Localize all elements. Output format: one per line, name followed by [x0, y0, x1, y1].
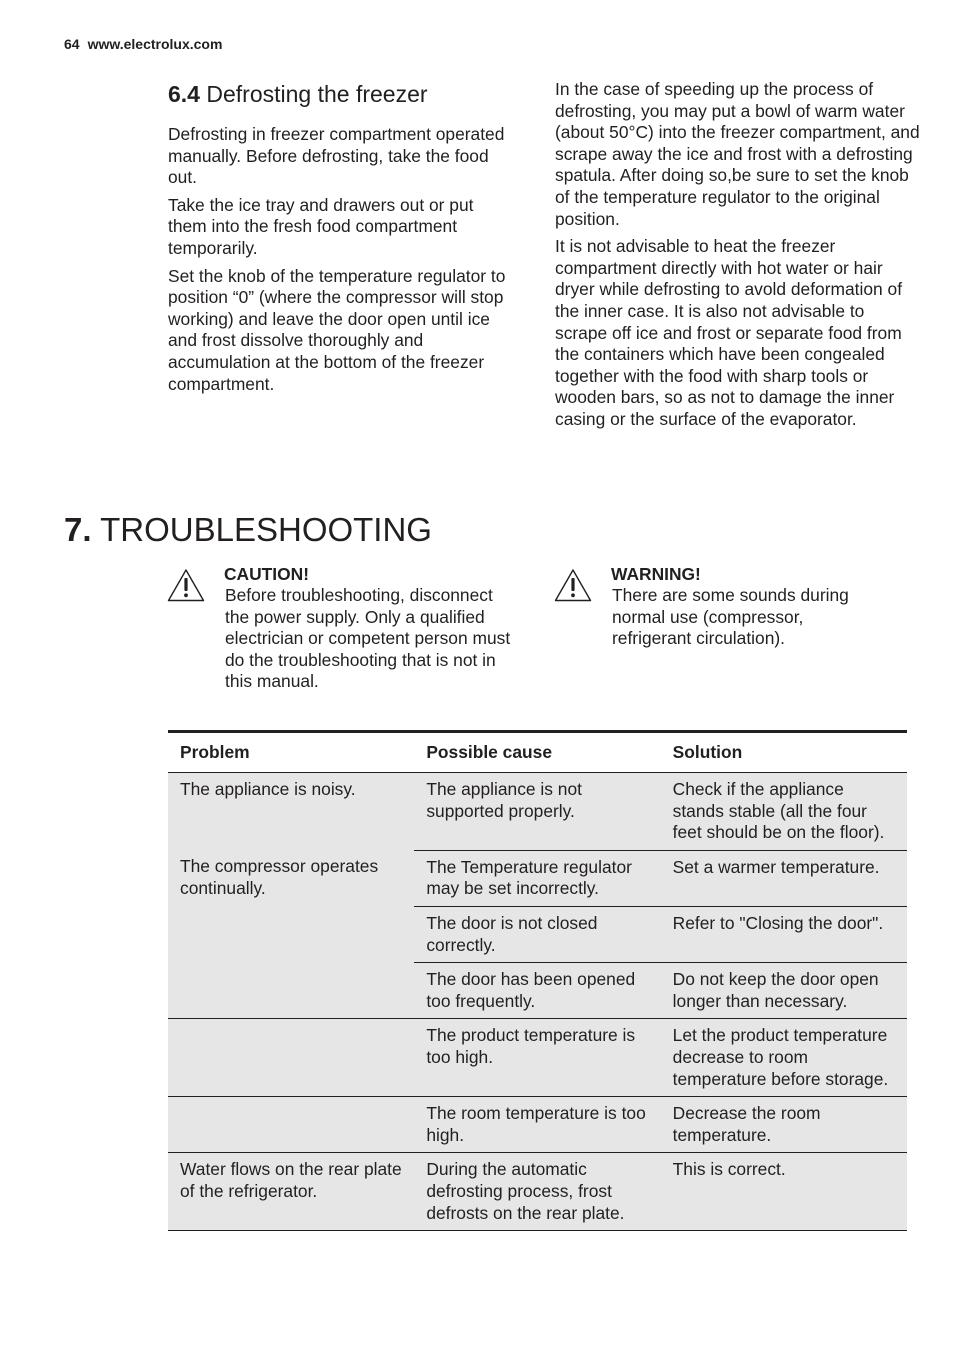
paragraph: Defrosting in freezer compartment operated manually. Before defrosting, take the food out. [168, 124, 505, 188]
troubleshooting-table [168, 730, 907, 1231]
solution-cell: Check if the appliance stands stable (all the four feet should be on the floor). [661, 773, 907, 851]
cause-cell: The product temperature is too high. [414, 1019, 660, 1097]
chapter-number: 7. [64, 511, 92, 548]
table-header-row [168, 732, 907, 773]
problem-cell [168, 1019, 414, 1097]
warning-text: There are some sounds during normal use (compressor, refrigerant circulation). [612, 585, 849, 649]
problem-cell: The compressor operates continually. [168, 850, 414, 906]
section-left-column [168, 80, 513, 401]
cause-cell: During the automatic defrosting process, frost defrosts on the rear plate. [414, 1153, 660, 1231]
table-row [168, 963, 907, 1019]
cause-cell: The appliance is not supported properly. [414, 773, 660, 851]
paragraph: Take the ice tray and drawers out or put them into the fresh food compartment temporarily. [168, 194, 474, 258]
table-row [168, 1153, 907, 1231]
cause-cell: The door is not closed correctly. [414, 906, 660, 962]
solution-cell: Decrease the room temperature. [661, 1097, 907, 1153]
problem-cell [168, 1097, 414, 1153]
cause-cell: The Temperature regulator may be set incorrectly. [414, 850, 660, 906]
warning-notice [554, 564, 894, 664]
warning-triangle-icon [167, 568, 205, 602]
page-header [64, 36, 230, 52]
problem-cell [168, 906, 414, 962]
problem-cell: The appliance is noisy. [168, 773, 414, 851]
section-title [168, 80, 513, 108]
website-link[interactable]: www.electrolux.com [87, 36, 223, 52]
table-row [168, 773, 907, 851]
table-row [168, 1019, 907, 1097]
section-title-text: Defrosting the freezer [206, 81, 428, 107]
column-header-problem: Problem [168, 732, 414, 773]
table-row [168, 906, 907, 962]
table-row [168, 850, 907, 906]
paragraph: Set the knob of the temperature regulator to position “0” (where the compressor will stop working) and leave the door open until ice and frost dissolve thoroughly and accumulation at the bottom of the freezer compartment. [168, 265, 506, 394]
caution-title: CAUTION! [224, 564, 310, 584]
solution-cell: Do not keep the door open longer than necessary. [661, 963, 907, 1019]
solution-cell: Let the product temperature decrease to room temperature before storage. [661, 1019, 907, 1097]
caution-notice [167, 564, 511, 704]
problem-cell: Water flows on the rear plate of the refrigerator. [168, 1153, 414, 1231]
warning-triangle-icon [554, 568, 592, 602]
section-number: 6.4 [168, 81, 200, 107]
caution-text: Before troubleshooting, disconnect the power supply. Only a qualified electrician or competent person must do the troubleshooting that is not in this manual. [225, 585, 511, 692]
paragraph: In the case of speeding up the process of defrosting, you may put a bowl of warm water (about 50°C) into the freezer compartment, and scrape away the ice and frost with a defrosting spatula. After doing so,be sure to set the knob of the temperature regulator to the original position. [555, 79, 920, 229]
solution-cell: This is correct. [661, 1153, 907, 1231]
solution-cell: Set a warmer temperature. [661, 850, 907, 906]
table-row [168, 1097, 907, 1153]
chapter-title [64, 510, 432, 550]
solution-cell: Refer to "Closing the door". [661, 906, 907, 962]
paragraph: It is not advisable to heat the freezer compartment directly with hot water or hair dryer while defrosting to avold deformation of the inner case. It is also not advisable to scrape off ice and frost or separate food from the containers which have been congealed together with the food with sharp tools or wooden bars, so as not to damage the inner casing or the surface of the evaporator. [555, 236, 903, 429]
warning-title: WARNING! [611, 564, 701, 584]
chapter-title-text: TROUBLESHOOTING [100, 511, 432, 548]
section-right-column [555, 79, 920, 437]
cause-cell: The door has been opened too frequently. [414, 963, 660, 1019]
column-header-cause: Possible cause [414, 732, 660, 773]
page-number: 64 [64, 36, 80, 52]
column-header-solution: Solution [661, 732, 907, 773]
cause-cell: The room temperature is too high. [414, 1097, 660, 1153]
problem-cell [168, 963, 414, 1019]
